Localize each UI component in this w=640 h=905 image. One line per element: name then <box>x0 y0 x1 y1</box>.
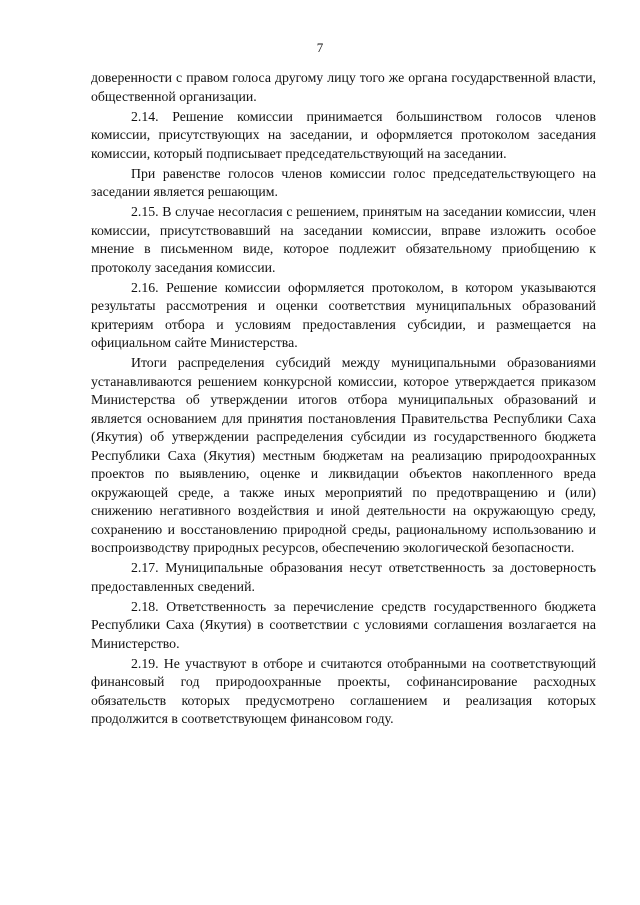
paragraph <box>91 354 596 558</box>
clause-number: 2.19. <box>131 655 159 671</box>
clause-2-17 <box>91 559 596 596</box>
paragraph-text: Итоги распределения субсидий между муниципальными образованиями устанавливаются решением конкурсной комиссии, которое утверждается приказом Министерства об утверждении итогов отбора муниципальных образований и является основанием для принятия постановления Правительства Республики Саха (Якутия) об утверждении распределения субсидии из государственного бюджета Республики Саха (Якутия) местным бюджетам на реализацию природоохранных проектов по выявлению, оценке и ликвидации объектов накопленного вреда окружающей среде, а также иных мероприятий по предотвращению и (или) снижению негативного воздействия и иной деятельности на окружающую среду, сохранению и восстановлению природной среды, рациональному использованию и воспроизводству природных ресурсов, обеспечению экологической безопасности. <box>91 355 596 555</box>
clause-number: 2.17. <box>131 560 159 575</box>
paragraph-text: При равенстве голосов членов комиссии голос председательствующего на заседании является решающим. <box>91 165 596 199</box>
clause-2-15 <box>91 203 596 277</box>
page-number: 7 <box>316 40 324 55</box>
clause-2-14 <box>91 108 596 164</box>
paragraph-text: доверенности с правом голоса другому лицу того же органа государственной власти, общественной организации. <box>91 70 596 104</box>
clause-number: 2.18. <box>131 598 159 614</box>
clause-text: Муниципальные образования несут ответственность за достоверность предоставленных сведений. <box>91 560 596 594</box>
paragraph <box>91 69 596 106</box>
clause-2-16 <box>91 279 596 353</box>
clause-2-19 <box>91 655 596 729</box>
clause-number: 2.14. <box>131 108 159 124</box>
clause-2-18 <box>91 598 596 654</box>
clause-text: Ответственность за перечисление средств государственного бюджета Республики Саха (Якутия) в соответствии с условиями соглашения возлагается на Министерство. <box>91 598 596 651</box>
clause-number: 2.16. <box>131 279 159 295</box>
document-body <box>91 69 596 730</box>
clause-text: В случае несогласия с решением, принятым на заседании комиссии, член комиссии, присутствовавший на заседании комиссии, вправе изложить особое мнение в письменном виде, которое подлежит обязательному приобщению к протоколу заседания комиссии. <box>91 204 596 275</box>
clause-text: Решение комиссии принимается большинством голосов членов комиссии, присутствующих на заседании, и оформляется протоколом заседания комиссии, который подписывает председательствующий на заседании. <box>91 108 596 161</box>
clause-text: Не участвуют в отборе и считаются отобранными на соответствующий финансовый год природоохранные проекты, софинансирование расходных обязательств которых предусмотрено соглашением и реализация которых продолжится в соответствующем финансовом году. <box>91 655 596 726</box>
paragraph <box>91 165 596 202</box>
clause-number: 2.15. <box>131 204 159 219</box>
clause-text: Решение комиссии оформляется протоколом, в котором указываются результаты рассмотрения и оценки соответствия муниципальных образований критериям отбора и условиям предоставления субсидии, и размещается на официальном сайте Министерства. <box>91 279 596 350</box>
